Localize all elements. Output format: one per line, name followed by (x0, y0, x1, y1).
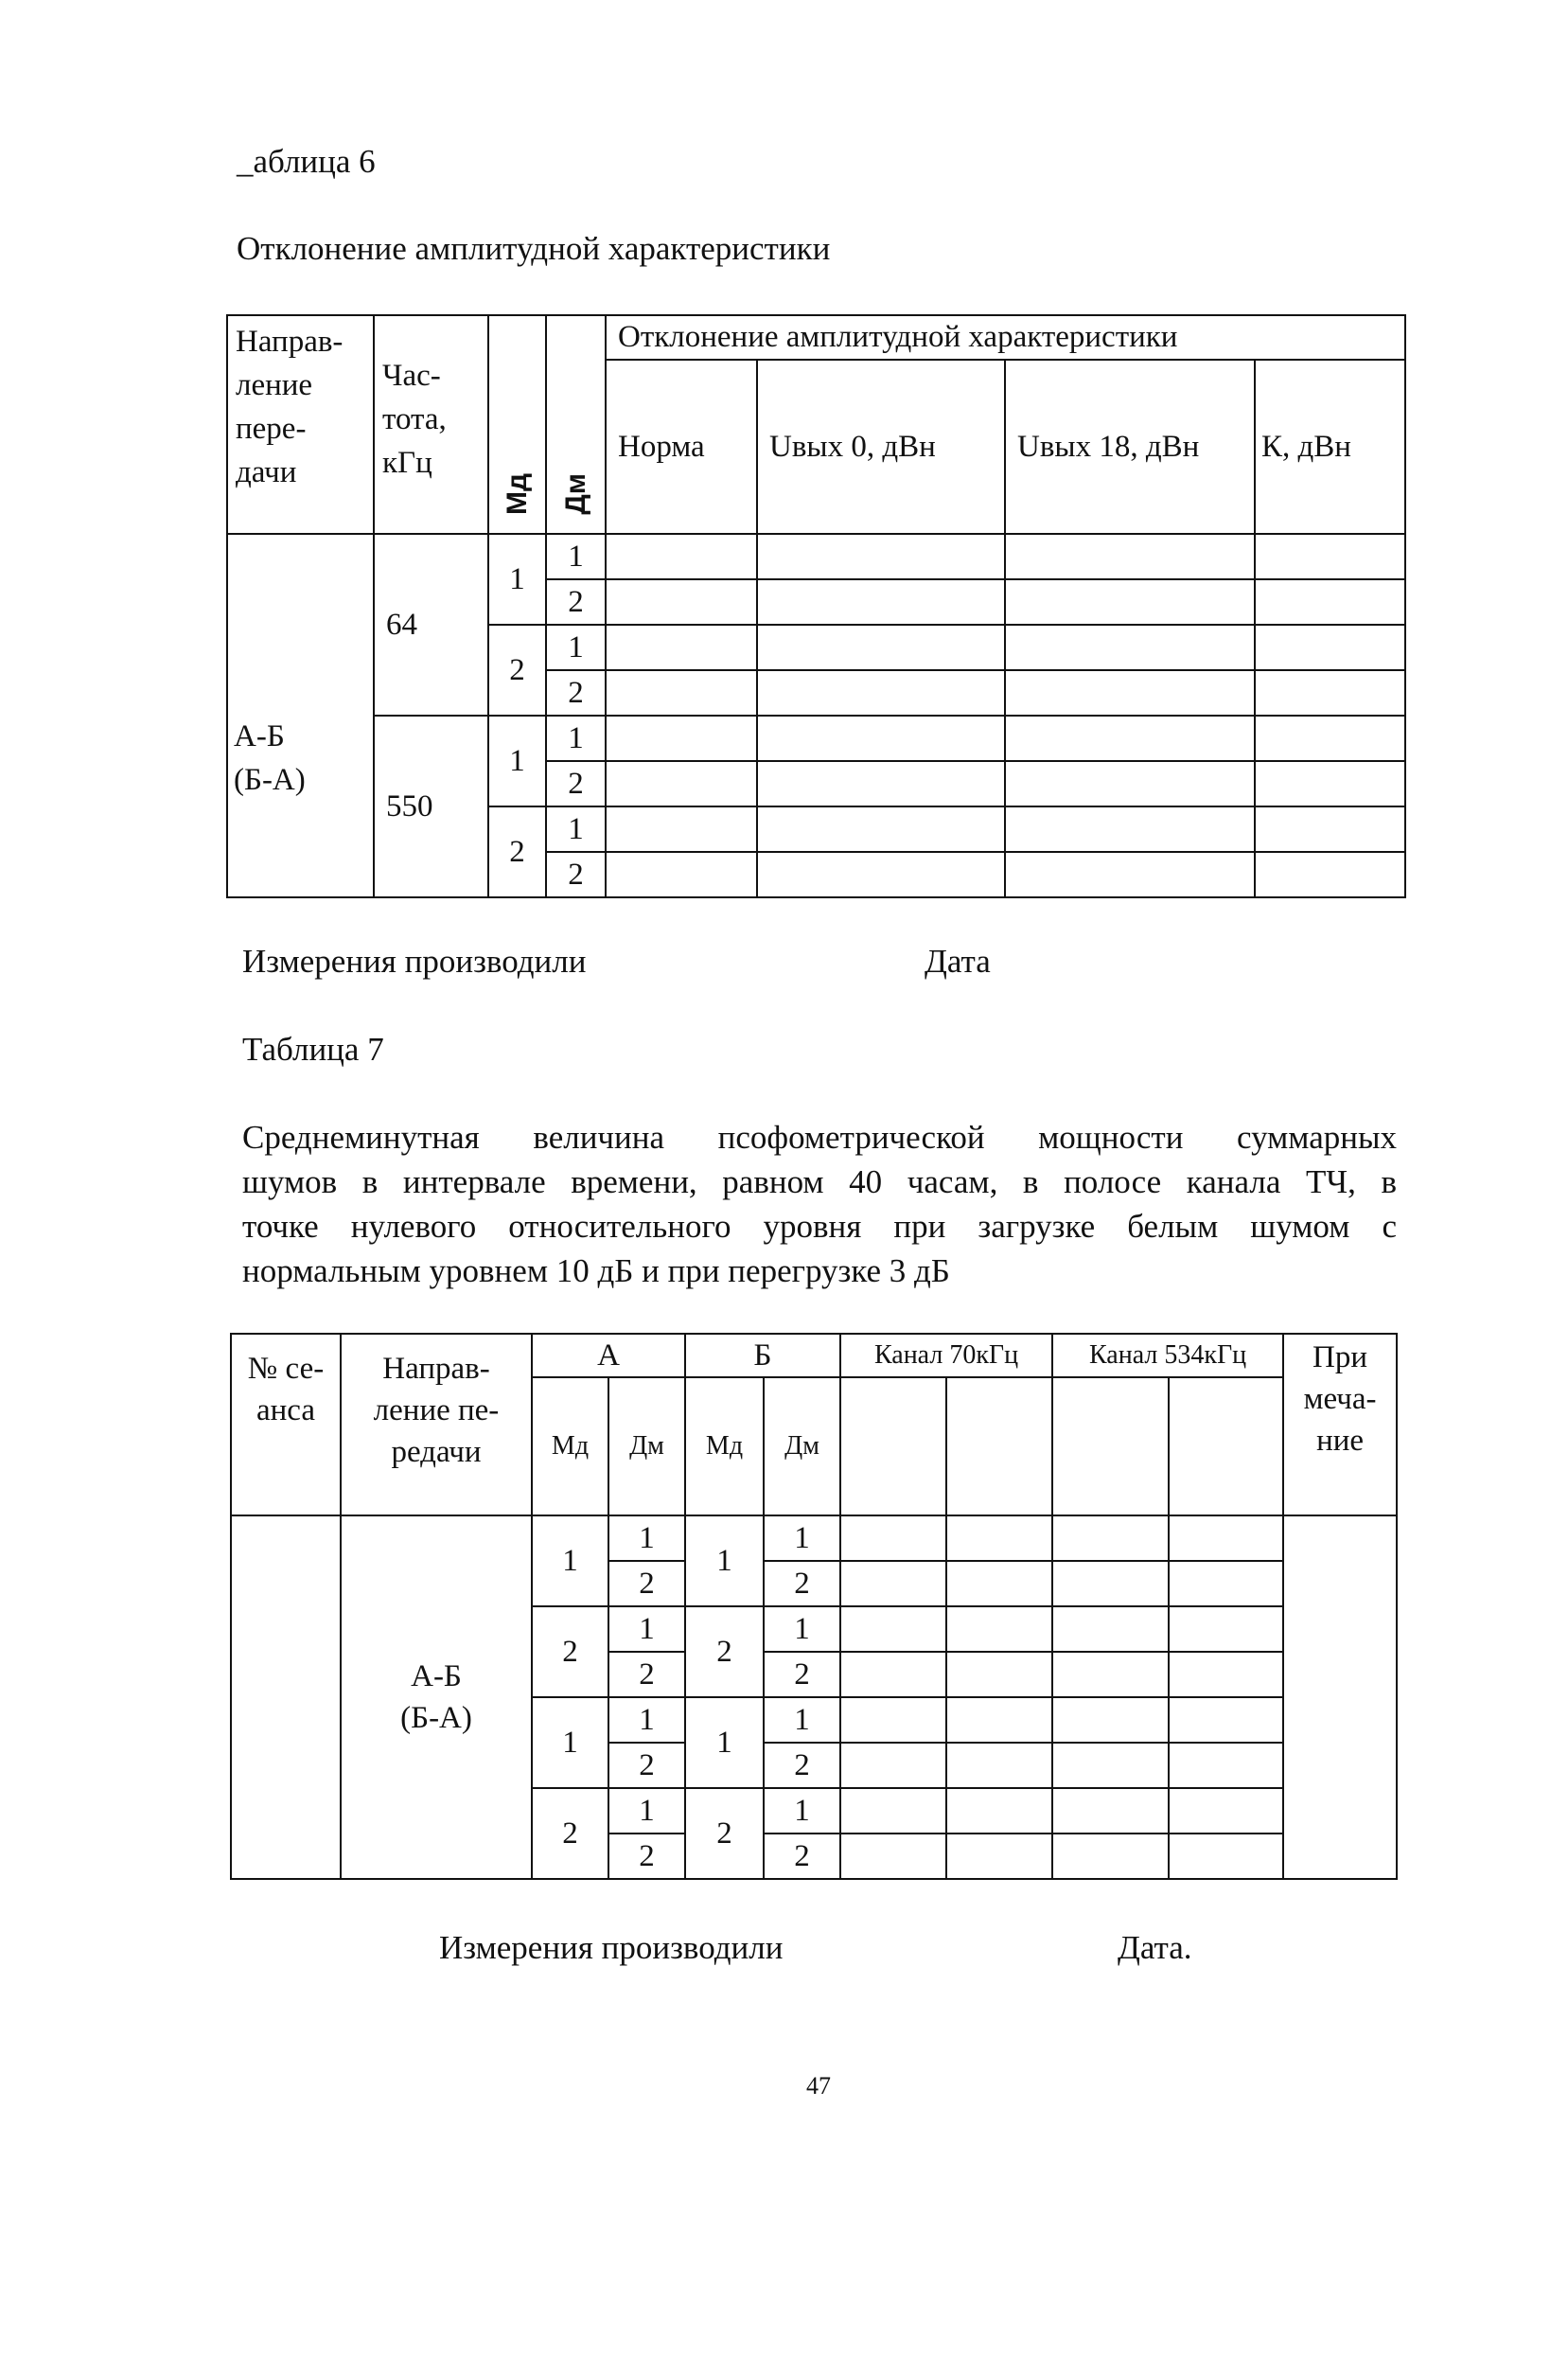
a-dm-cell: 2 (608, 1652, 685, 1697)
input-cell[interactable] (1005, 670, 1255, 716)
header-frequency: Час- тота, кГц (374, 315, 488, 534)
input-cell[interactable] (840, 1515, 946, 1561)
input-cell[interactable] (1255, 761, 1405, 806)
header-a-md: Мд (532, 1377, 608, 1515)
a-md-cell: 1 (532, 1515, 608, 1606)
input-cell[interactable] (1005, 852, 1255, 897)
a-dm-cell: 1 (608, 1515, 685, 1561)
frequency-cell: 550 (374, 716, 488, 897)
input-cell[interactable] (606, 806, 757, 852)
input-cell[interactable] (840, 1743, 946, 1788)
input-cell[interactable] (1169, 1515, 1283, 1561)
input-cell[interactable] (946, 1652, 1052, 1697)
description-line: Среднеминутная величина псофометрической мощности суммарных (242, 1119, 1397, 1156)
header-u18: Uвых 18, дВн (1005, 360, 1255, 534)
input-cell[interactable] (757, 716, 1005, 761)
a-dm-cell: 2 (608, 1834, 685, 1879)
table7-description (242, 1115, 1397, 1293)
dm-cell: 2 (546, 852, 606, 897)
b-dm-cell: 1 (764, 1697, 840, 1743)
input-cell[interactable] (757, 625, 1005, 670)
table6-date: Дата (925, 943, 991, 980)
b-dm-cell: 2 (764, 1743, 840, 1788)
input-cell[interactable] (1169, 1743, 1283, 1788)
dm-cell: 2 (546, 670, 606, 716)
input-cell[interactable] (1052, 1834, 1169, 1879)
a-dm-cell: 2 (608, 1561, 685, 1606)
header-b: Б (685, 1334, 840, 1377)
table-row (231, 1515, 1397, 1561)
page-number: 47 (806, 2072, 831, 2099)
input-cell[interactable] (946, 1515, 1052, 1561)
input-cell[interactable] (946, 1834, 1052, 1879)
table7-measured-by: Измерения производили (439, 1929, 784, 1966)
dm-cell: 1 (546, 534, 606, 579)
table6-amplitude-deviation (226, 314, 1406, 898)
header-direction: Направ- ление пере- дачи (227, 315, 374, 534)
header-session: № се- анса (231, 1334, 341, 1515)
a-dm-cell: 1 (608, 1788, 685, 1834)
input-cell[interactable] (1255, 806, 1405, 852)
input-cell[interactable] (1005, 534, 1255, 579)
direction-cell: А-Б (Б-А) (227, 534, 374, 897)
input-cell[interactable] (946, 1788, 1052, 1834)
input-cell[interactable] (946, 1561, 1052, 1606)
input-cell[interactable] (1005, 716, 1255, 761)
b-dm-cell: 2 (764, 1834, 840, 1879)
input-cell[interactable] (1005, 579, 1255, 625)
header-b-md: Мд (685, 1377, 764, 1515)
header-u0: Uвых 0, дВн (757, 360, 1005, 534)
input-cell[interactable] (946, 1697, 1052, 1743)
input-cell[interactable] (1052, 1788, 1169, 1834)
header-empty (1169, 1377, 1283, 1515)
input-cell[interactable] (840, 1606, 946, 1652)
a-md-cell: 1 (532, 1697, 608, 1788)
frequency-cell: 64 (374, 534, 488, 716)
b-md-cell: 2 (685, 1788, 764, 1879)
header-empty (840, 1377, 946, 1515)
session-cell[interactable] (231, 1515, 341, 1879)
input-cell[interactable] (1255, 716, 1405, 761)
b-dm-cell: 1 (764, 1788, 840, 1834)
table6-title: Отклонение амплитудной характеристики (237, 230, 831, 267)
b-dm-cell: 1 (764, 1515, 840, 1561)
input-cell[interactable] (1169, 1561, 1283, 1606)
header-md: Мд (501, 472, 533, 515)
input-cell[interactable] (1255, 625, 1405, 670)
input-cell[interactable] (1255, 670, 1405, 716)
header-norm: Норма (606, 360, 757, 534)
input-cell[interactable] (1169, 1788, 1283, 1834)
header-channel-534: Канал 534кГц (1052, 1334, 1283, 1377)
input-cell[interactable] (1052, 1606, 1169, 1652)
table7-noise-power (230, 1333, 1398, 1880)
a-md-cell: 2 (532, 1606, 608, 1697)
md-cell: 1 (488, 534, 546, 625)
table-row (227, 534, 1405, 579)
input-cell[interactable] (1052, 1515, 1169, 1561)
input-cell[interactable] (757, 806, 1005, 852)
input-cell[interactable] (1052, 1697, 1169, 1743)
input-cell[interactable] (840, 1697, 946, 1743)
a-dm-cell: 2 (608, 1743, 685, 1788)
input-cell[interactable] (1052, 1652, 1169, 1697)
input-cell[interactable] (1169, 1697, 1283, 1743)
b-md-cell: 1 (685, 1697, 764, 1788)
header-a: А (532, 1334, 685, 1377)
input-cell[interactable] (606, 761, 757, 806)
input-cell[interactable] (1255, 534, 1405, 579)
description-line: шумов в интервале времени, равном 40 часам, в полосе канала ТЧ, в (242, 1163, 1397, 1200)
md-cell: 2 (488, 625, 546, 716)
header-channel-70: Канал 70кГц (840, 1334, 1052, 1377)
table-row (227, 716, 1405, 761)
header-direction: Направ- ление пе- редачи (341, 1334, 532, 1515)
input-cell[interactable] (1169, 1652, 1283, 1697)
dm-cell: 1 (546, 806, 606, 852)
description-line: точке нулевого относительного уровня при загрузке белым шумом с (242, 1208, 1397, 1245)
table7-caption: Таблица 7 (242, 1031, 384, 1068)
input-cell[interactable] (1005, 761, 1255, 806)
input-cell[interactable] (1005, 806, 1255, 852)
header-deviation-group: Отклонение амплитудной характеристики (606, 315, 1405, 360)
b-dm-cell: 2 (764, 1652, 840, 1697)
table6-measured-by: Измерения производили (242, 943, 587, 980)
input-cell[interactable] (606, 716, 757, 761)
header-dm: Дм (559, 473, 591, 515)
md-cell: 1 (488, 716, 546, 806)
input-cell[interactable] (840, 1834, 946, 1879)
header-a-dm: Дм (608, 1377, 685, 1515)
header-empty (1052, 1377, 1169, 1515)
a-md-cell: 2 (532, 1788, 608, 1879)
a-dm-cell: 1 (608, 1697, 685, 1743)
dm-cell: 1 (546, 716, 606, 761)
dm-cell: 1 (546, 625, 606, 670)
b-md-cell: 1 (685, 1515, 764, 1606)
header-note: При меча- ние (1283, 1334, 1397, 1515)
input-cell[interactable] (946, 1743, 1052, 1788)
description-line: нормальным уровнем 10 дБ и при перегрузке 3 дБ (242, 1252, 950, 1289)
input-cell[interactable] (1052, 1743, 1169, 1788)
a-dm-cell: 1 (608, 1606, 685, 1652)
input-cell[interactable] (840, 1788, 946, 1834)
note-cell[interactable] (1283, 1515, 1397, 1879)
header-empty (946, 1377, 1052, 1515)
table7-date: Дата. (1118, 1929, 1192, 1966)
b-dm-cell: 2 (764, 1561, 840, 1606)
input-cell[interactable] (1169, 1606, 1283, 1652)
input-cell[interactable] (757, 852, 1005, 897)
header-b-dm: Дм (764, 1377, 840, 1515)
b-dm-cell: 1 (764, 1606, 840, 1652)
input-cell[interactable] (757, 670, 1005, 716)
input-cell[interactable] (946, 1606, 1052, 1652)
input-cell[interactable] (757, 534, 1005, 579)
input-cell[interactable] (606, 852, 757, 897)
dm-cell: 2 (546, 761, 606, 806)
input-cell[interactable] (1005, 625, 1255, 670)
direction-cell: А-Б (Б-А) (341, 1515, 532, 1879)
input-cell[interactable] (1255, 852, 1405, 897)
header-k: К, дВн (1255, 360, 1405, 534)
md-cell: 2 (488, 806, 546, 897)
input-cell[interactable] (840, 1561, 946, 1606)
input-cell[interactable] (840, 1652, 946, 1697)
dm-cell: 2 (546, 579, 606, 625)
b-md-cell: 2 (685, 1606, 764, 1697)
input-cell[interactable] (1255, 579, 1405, 625)
input-cell[interactable] (606, 579, 757, 625)
table6-caption: _аблица 6 (237, 143, 376, 180)
input-cell[interactable] (757, 761, 1005, 806)
input-cell[interactable] (757, 579, 1005, 625)
input-cell[interactable] (1169, 1834, 1283, 1879)
input-cell[interactable] (606, 625, 757, 670)
input-cell[interactable] (606, 670, 757, 716)
input-cell[interactable] (1052, 1561, 1169, 1606)
input-cell[interactable] (606, 534, 757, 579)
